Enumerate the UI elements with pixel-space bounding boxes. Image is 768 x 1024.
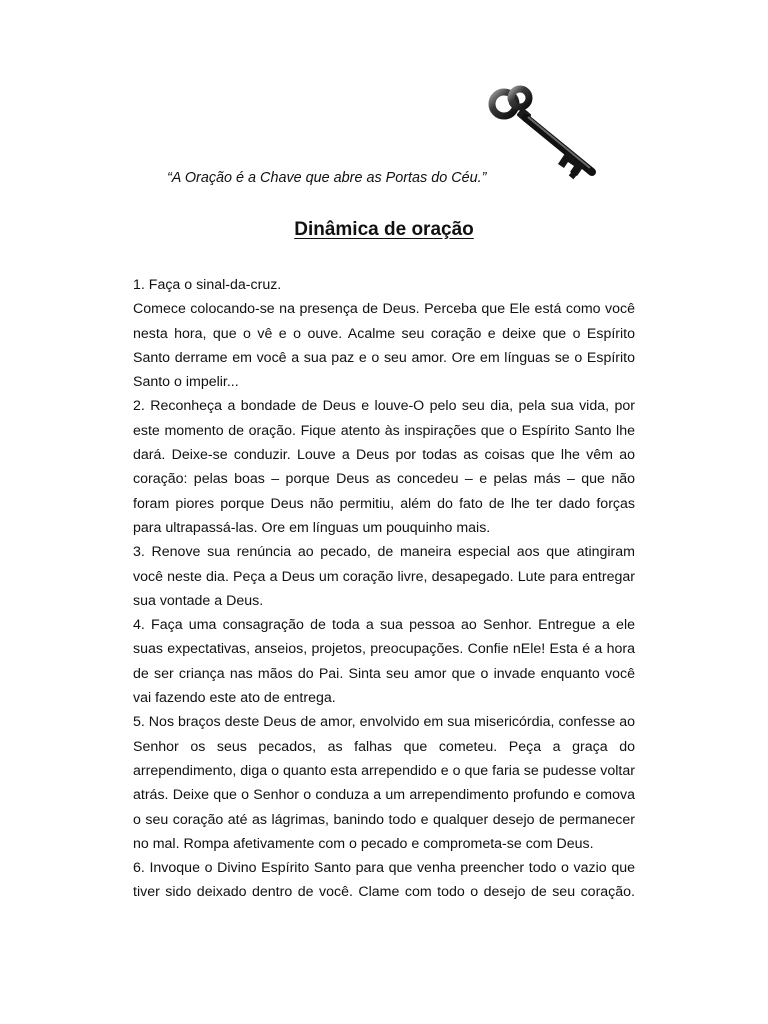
text-line: Senhor os seus pecados, as falhas que cometeu. Peça a graça do [133,738,635,755]
text-line: suas expectativas, anseios, projetos, preocupações. Confie nEle! Esta é a hora [133,641,635,658]
text-line: 6. Invoque o Divino Espírito Santo para que venha preencher todo o vazio que [133,860,635,877]
text-line: para ultrapassá-las. Ore em línguas um pouquinho mais. [133,519,491,536]
text-line: no mal. Rompa afetivamente com o pecado e comprometa-se com Deus. [133,835,594,852]
text-line: coração: pelas boas – porque Deus as concedeu – e pelas más – que não [133,471,635,488]
body-text [133,273,635,905]
text-line: 2. Reconheça a bondade de Deus e louve-O pelo seu dia, pela sua vida, por [133,398,635,415]
page-title: Dinâmica de oração [294,219,474,240]
text-line: 3. Renove sua renúncia ao pecado, de maneira especial aos que atingiram [133,544,635,561]
text-line: vai fazendo este ato de entrega. [133,690,336,707]
text-line: de ser criança nas mãos do Pai. Sinta seu amor que o invade enquanto você [133,665,635,682]
text-line: Santo derrame em você a sua paz e o seu amor. Ore em línguas se o Espírito [133,349,635,366]
text-line: 5. Nos braços deste Deus de amor, envolvido em sua misericórdia, confesse ao [133,714,635,731]
text-line: 4. Faça uma consagração de toda a sua pessoa ao Senhor. Entregue a ele [133,617,635,634]
text-line: foram piores porque Deus não permitiu, além do fato de lhe ter dado forças [133,495,635,512]
text-line: você neste dia. Peça a Deus um coração livre, desapegado. Lute para entregar [133,568,635,585]
text-line: este momento de oração. Fique atento às inspirações que o Espírito Santo lhe [133,422,635,439]
text-line: dará. Deixe-se conduzir. Louve a Deus por todas as coisas que lhe vêm ao [133,447,635,464]
text-line: tiver sido deixado dentro de você. Clame com todo o desejo de seu coração. [133,884,635,901]
text-line: Santo o impelir... [133,374,239,391]
text-line: arrependimento, diga o quanto esta arrependido e o que faria se pudesse voltar [133,762,635,779]
epigraph-quote: “A Oração é a Chave que abre as Portas do Céu.” [167,170,487,186]
text-line: sua vontade a Deus. [133,592,264,609]
text-line: nesta hora, que o vê e o ouve. Acalme seu coração e deixe que o Espírito [133,325,635,342]
text-line: atrás. Deixe que o Senhor o conduza a um arrependimento profundo e comova [133,787,635,804]
text-line: 1. Faça o sinal-da-cruz. [133,277,282,293]
text-line: o seu coração até as lágrimas, banindo todo e qualquer desejo de permanecer [133,811,635,828]
text-line: Comece colocando-se na presença de Deus. Perceba que Ele está como você [133,301,635,318]
old-key-icon [482,80,606,190]
